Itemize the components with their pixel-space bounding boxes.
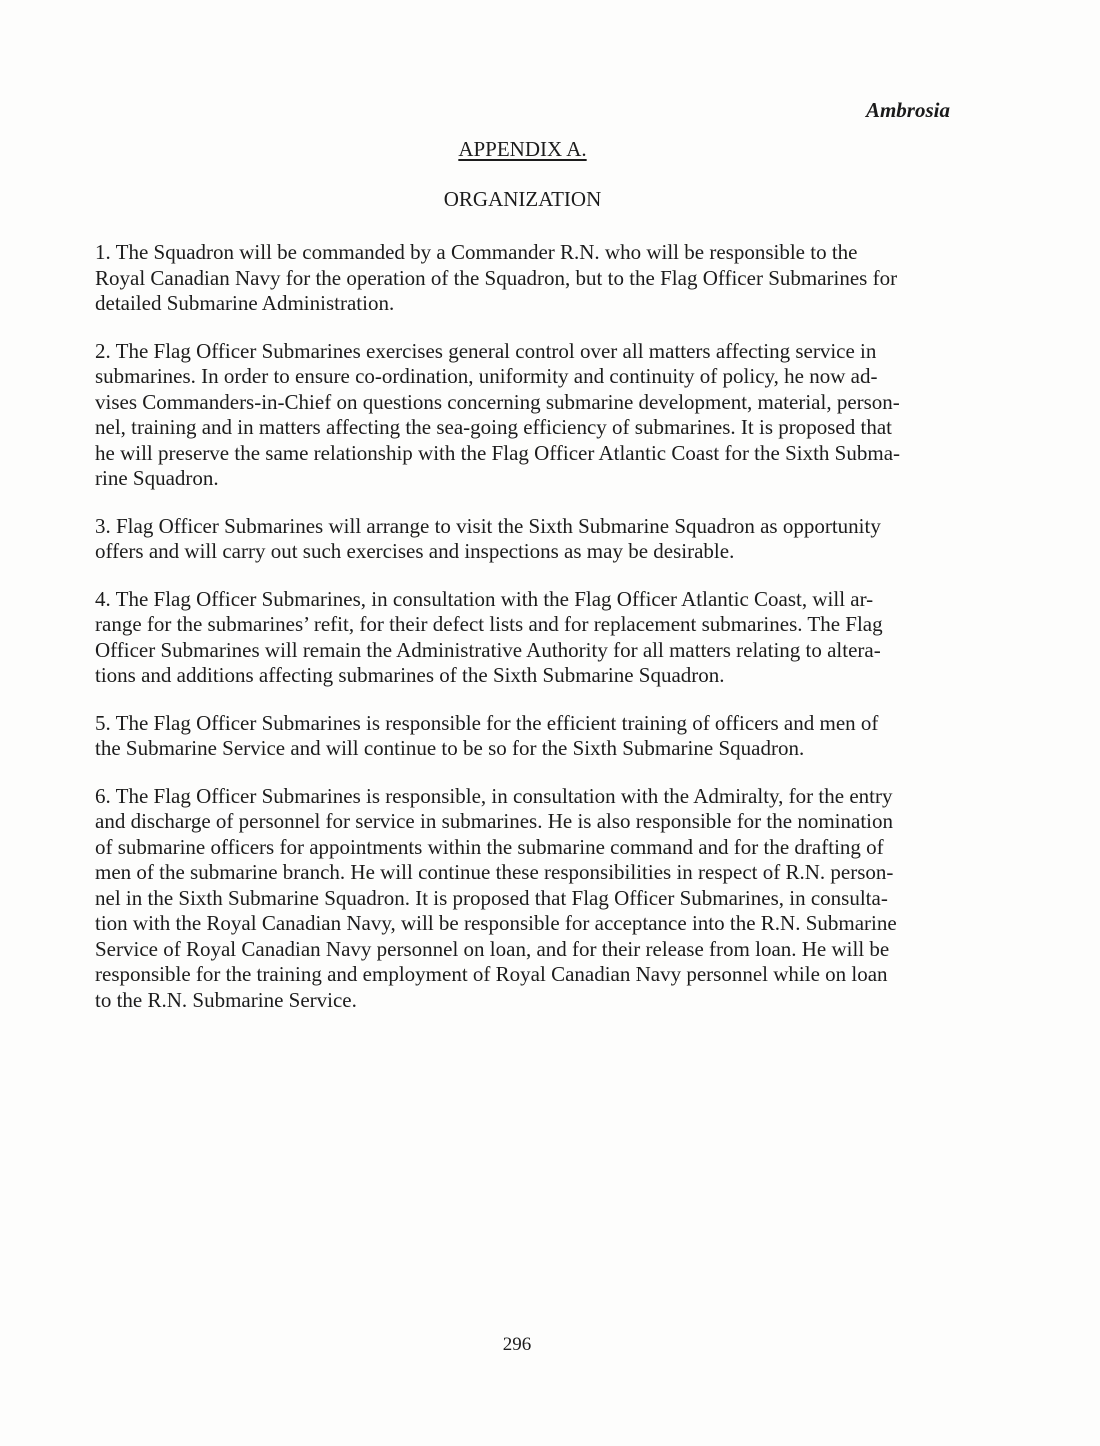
text-line: 2. The Flag Officer Submarines exercises general control over all matters affecting service in xyxy=(95,338,877,363)
text-line: 5. The Flag Officer Submarines is responsible for the efficient training of officers and men of xyxy=(95,710,879,735)
text-line: the Submarine Service and will continue to be so for the Sixth Submarine Squadron. xyxy=(95,736,805,760)
paragraph-6 xyxy=(95,784,955,1014)
text-line: tion with the Royal Canadian Navy, will be responsible for acceptance into the R.N. Submarine xyxy=(95,911,897,935)
body-text xyxy=(95,240,955,1035)
text-line: 4. The Flag Officer Submarines, in consultation with the Flag Officer Atlantic Coast, will ar- xyxy=(95,586,874,611)
text-line: to the R.N. Submarine Service. xyxy=(95,987,357,1012)
text-line: nel, training and in matters affecting the sea-going efficiency of submarines. It is proposed that xyxy=(95,415,892,439)
text-line: submarines. In order to ensure co-ordination, uniformity and continuity of policy, he now ad- xyxy=(95,364,878,388)
text-line: detailed Submarine Administration. xyxy=(95,291,395,315)
text-line: and discharge of personnel for service in submarines. He is also responsible for the nomination xyxy=(95,809,893,833)
paragraph-2 xyxy=(95,339,955,492)
text-line: 6. The Flag Officer Submarines is responsible, in consultation with the Admiralty, for the entry xyxy=(95,783,893,808)
text-line: men of the submarine branch. He will continue these responsibilities in respect of R.N. person- xyxy=(95,860,894,884)
appendix-title: APPENDIX A. xyxy=(458,137,587,161)
text-line: responsible for the training and employment of Royal Canadian Navy personnel while on loan xyxy=(95,962,888,986)
text-line: tions and additions affecting submarines of the Sixth Submarine Squadron. xyxy=(95,663,725,687)
text-line: offers and will carry out such exercises and inspections as may be desirable. xyxy=(95,539,735,563)
page-number: 296 xyxy=(502,1334,532,1355)
section-title: ORGANIZATION xyxy=(443,187,602,211)
text-line: Service of Royal Canadian Navy personnel on loan, and for their release from loan. He will be xyxy=(95,936,890,961)
paragraph-5 xyxy=(95,711,955,762)
text-line: he will preserve the same relationship with the Flag Officer Atlantic Coast for the Sixth Subma- xyxy=(95,440,901,465)
text-line: range for the submarines’ refit, for their defect lists and for replacement submarines. The Flag xyxy=(95,612,883,636)
text-line: 1. The Squadron will be commanded by a Commander R.N. who will be responsible to the xyxy=(95,240,858,264)
text-line: Officer Submarines will remain the Administrative Authority for all matters relating to altera- xyxy=(95,637,881,662)
text-line: of submarine officers for appointments within the submarine command and for the drafting of xyxy=(95,834,884,859)
text-line: rine Squadron. xyxy=(95,466,219,490)
text-line: nel in the Sixth Submarine Squadron. It is proposed that Flag Officer Submarines, in consulta- xyxy=(95,885,888,910)
paragraph-3 xyxy=(95,514,955,565)
text-line: 3. Flag Officer Submarines will arrange to visit the Sixth Submarine Squadron as opportunity xyxy=(95,513,881,538)
paragraph-4 xyxy=(95,587,955,689)
running-head: Ambrosia xyxy=(865,98,950,122)
text-line: vises Commanders-in-Chief on questions concerning submarine development, material, person- xyxy=(95,389,900,414)
paragraph-1 xyxy=(95,240,955,317)
text-line: Royal Canadian Navy for the operation of the Squadron, but to the Flag Officer Submarines for xyxy=(95,265,898,290)
